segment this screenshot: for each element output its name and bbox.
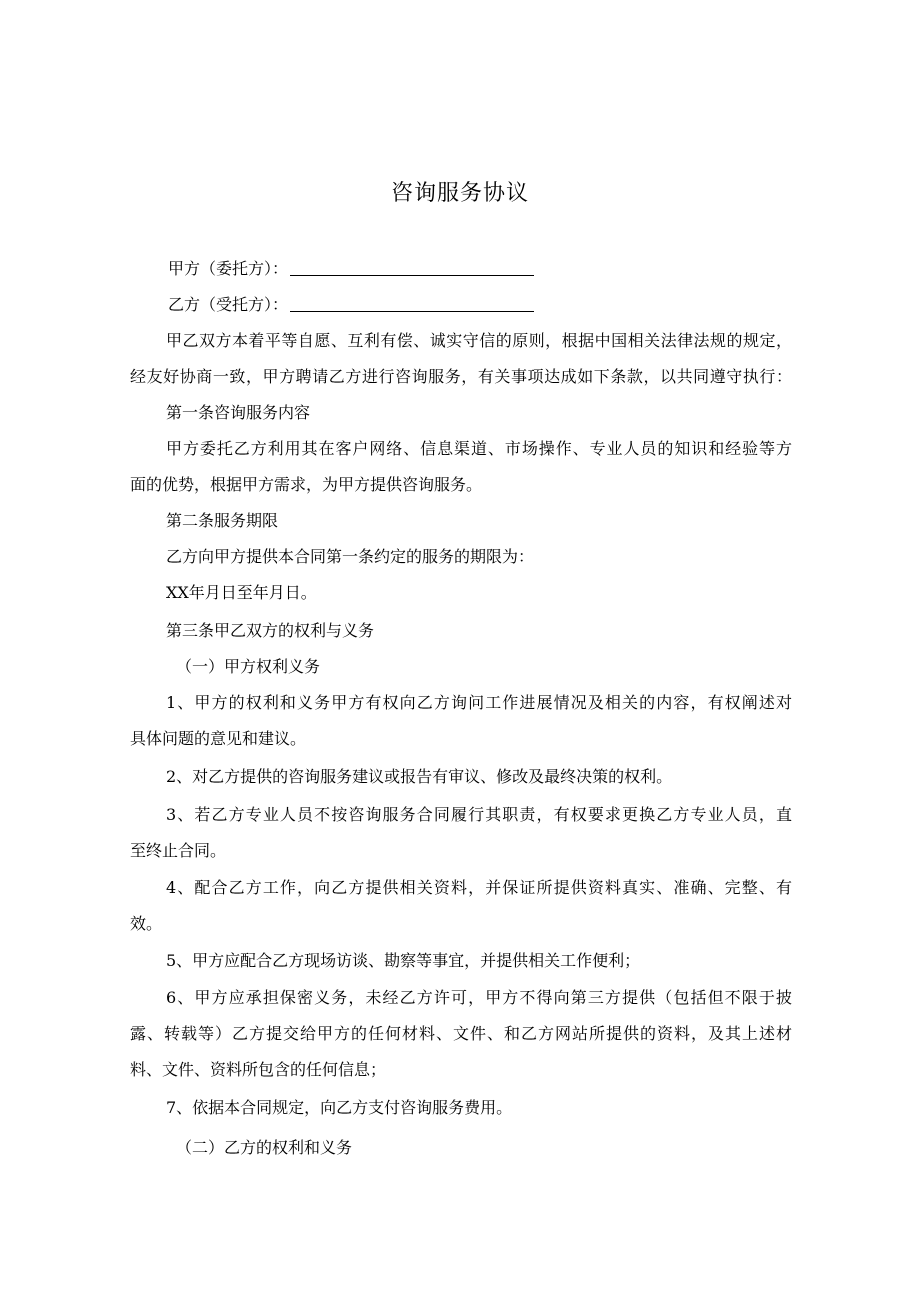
- paragraph-line: XX年月日至年月日。: [166, 583, 317, 602]
- paragraph-line: 乙方向甲方提供本合同第一条约定的服务的期限为：: [166, 547, 535, 566]
- paragraph-line: 5、甲方应配合乙方现场访谈、勘察等事宜，并提供相关工作便利；: [166, 951, 641, 970]
- party-b-line: [168, 293, 828, 317]
- paragraph-line: 露、转载等）乙方提交给甲方的任何材料、文件、和乙方网站所提供的资料，及其上述材: [130, 1024, 792, 1043]
- paragraph-line: 效。: [130, 914, 163, 933]
- section-heading: 第三条甲乙双方的权利与义务: [166, 621, 375, 640]
- paragraph-line: 经友好协商一致，甲方聘请乙方进行咨询服务，有关事项达成如下条款，以共同遵守执行：: [130, 367, 792, 386]
- paragraph-line: 3、若乙方专业人员不按咨询服务合同履行其职责，有权要求更换乙方专业人员，直: [166, 805, 792, 824]
- section-heading: 第二条服务期限: [166, 511, 279, 530]
- paragraph-line: 具体问题的意见和建议。: [130, 729, 307, 748]
- paragraph-line: 7、依据本合同规定，向乙方支付咨询服务费用。: [166, 1098, 513, 1117]
- paragraph-line: 1、甲方的权利和义务甲方有权向乙方询问工作进展情况及相关的内容，有权阐述对: [166, 693, 792, 712]
- subsection-heading: （二）乙方的权利和义务: [176, 1138, 353, 1157]
- paragraph-line: 甲方委托乙方利用其在客户网络、信息渠道、市场操作、专业人员的知识和经验等方: [166, 439, 792, 458]
- paragraph-line: 甲乙双方本着平等自愿、互利有偿、诚实守信的原则，根据中国相关法律法规的规定，: [166, 331, 792, 350]
- party-b-blank[interactable]: [290, 297, 534, 312]
- party-a-blank[interactable]: [290, 261, 534, 276]
- paragraph-line: 4、配合乙方工作，向乙方提供相关资料，并保证所提供资料真实、准确、完整、有: [166, 878, 792, 897]
- subsection-heading: （一）甲方权利义务: [176, 657, 321, 676]
- section-heading: 第一条咨询服务内容: [166, 403, 311, 422]
- paragraph-line: 面的优势，根据甲方需求，为甲方提供咨询服务。: [130, 475, 483, 494]
- paragraph-line: 6、甲方应承担保密义务，未经乙方许可，甲方不得向第三方提供（包括但不限于披: [166, 988, 792, 1007]
- party-b-label: 乙方（受托方）：: [168, 295, 289, 314]
- paragraph-line: 料、文件、资料所包含的任何信息；: [130, 1060, 387, 1079]
- paragraph-line: 2、对乙方提供的咨询服务建议或报告有审议、修改及最终决策的权利。: [166, 767, 673, 786]
- party-a-line: [168, 257, 828, 281]
- document-title: 咨询服务协议: [390, 181, 529, 206]
- party-a-label: 甲方（委托方）：: [168, 259, 289, 278]
- paragraph-line: 至终止合同。: [130, 841, 227, 860]
